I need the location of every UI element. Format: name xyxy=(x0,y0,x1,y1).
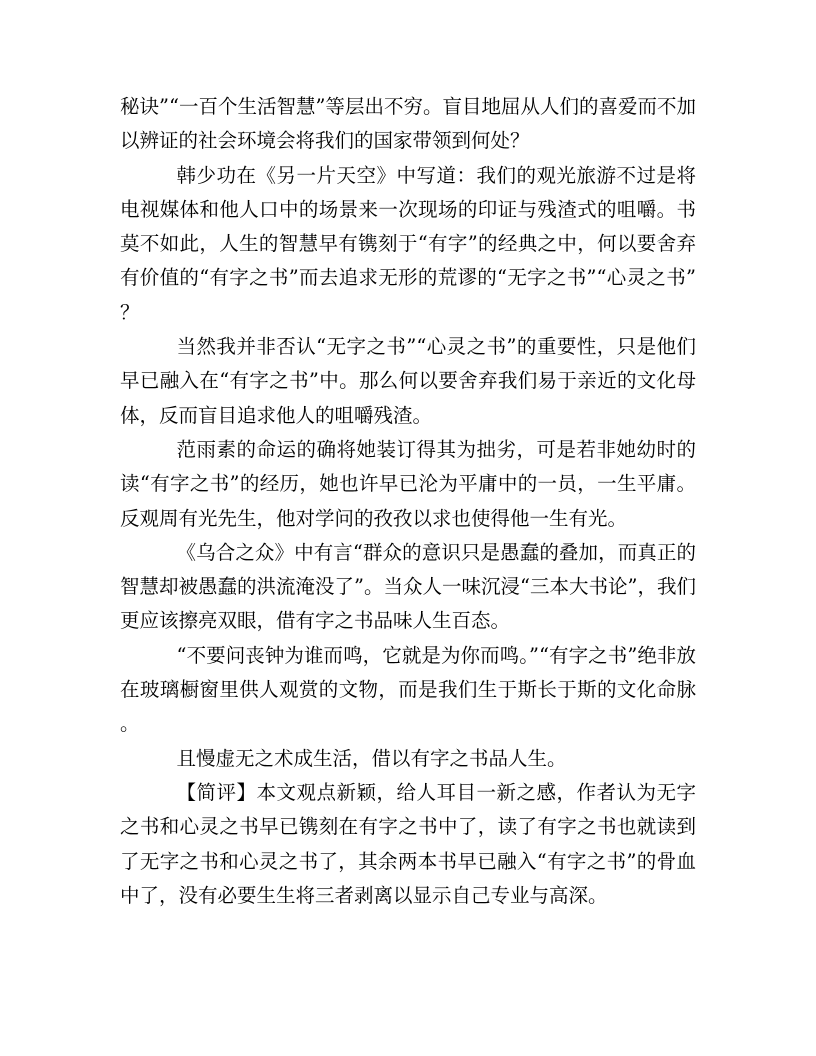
paragraph-crowd-quote: 《乌合之众》中有言“群众的意识只是愚蠢的叠加，而真正的智慧却被愚蠢的洪流淹没了”。当众人一味沉浸“三本大书论”，我们更应该擦亮双眼，借有字之书品味人生百态。 xyxy=(120,540,696,633)
paragraph-continuation: 秘诀”“一百个生活智慧”等层出不穷。盲目地屈从人们的喜爱而不加以辨证的社会环境会将我们的国家带领到何处？ xyxy=(120,95,696,153)
paragraph-bell-quote: “不要问丧钟为谁而鸣，它就是为你而鸣。”“有字之书”绝非放在玻璃橱窗里供人观赏的文物，而是我们生于斯长于斯的文化命脉。 xyxy=(120,643,696,736)
essay-body xyxy=(120,90,696,913)
paragraph-han-shaogong: 韩少功在《另一片天空》中写道：我们的观光旅游不过是将电视媒体和他人口中的场景来一次现场的印证与残渣式的咀嚼。书莫不如此，人生的智慧早有镌刻于“有字”的经典之中，何以要舍弃有价值的“有字之书”而去追求无形的荒谬的“无字之书”“心灵之书”？ xyxy=(120,163,696,324)
paragraph-fan-yusu: 范雨素的命运的确将她装订得其为拙劣，可是若非她幼时的读“有字之书”的经历，她也许早已沦为平庸中的一员，一生平庸。反观周有光先生，他对学问的孜孜以求也使得他一生有光。 xyxy=(120,437,696,530)
paragraph-conclusion: 且慢虚无之术成生活，借以有字之书品人生。 xyxy=(176,746,567,770)
paragraph-importance: 当然我并非否认“无字之书”“心灵之书”的重要性，只是他们早已融入在“有字之书”中。那么何以要舍弃我们易于亲近的文化母体，反而盲目追求他人的咀嚼残渣。 xyxy=(120,335,696,427)
paragraph-commentary: 【简评】本文观点新颖，给人耳目一新之感，作者认为无字之书和心灵之书早已镌刻在有字之书中了，读了有字之书也就读到了无字之书和心灵之书了，其余两本书早已融入“有字之书”的骨血中了，没有必要生生将三者剥离以显示自己专业与高深。 xyxy=(120,780,696,907)
